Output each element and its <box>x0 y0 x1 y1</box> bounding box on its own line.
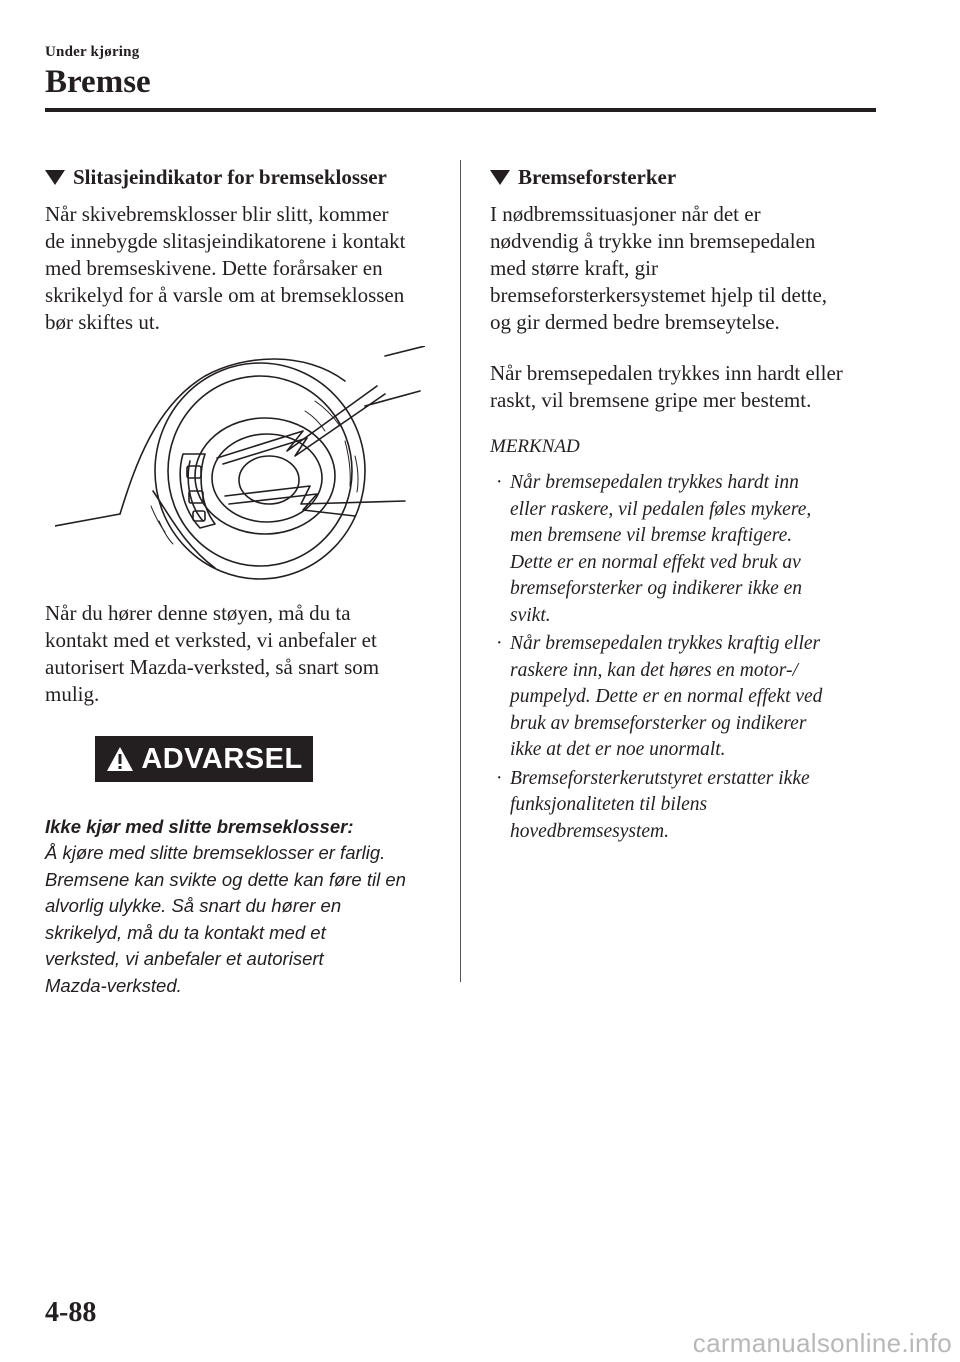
line: men bremsene vil bremse kraftigere. <box>510 525 793 546</box>
line: Når bremsepedalen trykkes inn hardt eller <box>490 361 843 385</box>
section-label: Under kjøring <box>45 44 140 60</box>
line: skrikelyd, må du ta kontakt med et <box>45 921 326 943</box>
bullet-icon: · <box>496 633 503 654</box>
line: de innebygde slitasjeindikatorene i kontakt <box>45 229 406 253</box>
page-number: 4-88 <box>45 1297 97 1328</box>
column-divider <box>460 160 461 982</box>
line: nødvendig å trykke inn bremsepedalen <box>490 229 816 253</box>
line: funksjonaliteten til bilens <box>510 794 708 815</box>
bullet-icon: · <box>496 472 503 493</box>
line: skrikelyd for å varsle om at bremseklossen <box>45 283 405 307</box>
line: raskere inn, kan det høres en motor-/ <box>510 659 798 681</box>
line: I nødbremssituasjoner når det er <box>490 202 761 226</box>
line: med bremseskivene. Dette forårsaker en <box>45 256 383 280</box>
warning-title: Ikke kjør med slitte bremseklosser: <box>45 816 354 837</box>
note-item <box>490 470 890 629</box>
line: bremseforsterkersystemet hjelp til dette, <box>490 283 828 307</box>
triangle-marker-icon <box>490 170 510 185</box>
line: Bremseforsterkerutstyret erstatter ikke <box>510 767 810 789</box>
warning-triangle-icon <box>105 745 135 773</box>
line: pumpelyd. Dette er en normal effekt ved <box>510 686 823 707</box>
bullet-icon: · <box>496 767 503 789</box>
after-illustration-paragraph <box>45 600 440 708</box>
line: raskt, vil bremsene gripe mer bestemt. <box>490 388 812 412</box>
warning-badge <box>95 736 313 782</box>
line: Dette er en normal effekt ved bruk av <box>510 551 801 573</box>
line: bør skiftes ut. <box>45 310 160 334</box>
note-list <box>490 470 890 845</box>
chapter-title: Bremse <box>45 64 151 100</box>
note-title: MERKNAD <box>490 436 580 457</box>
warning-label: ADVARSEL <box>141 742 303 775</box>
line: autorisert Mazda-verksted, så snart som <box>45 655 380 679</box>
line: Når du hører denne støyen, må du ta <box>45 601 351 625</box>
heading-text: Slitasjeindikator for bremseklosser <box>73 165 387 189</box>
line: verksted, vi anbefaler et autorisert <box>45 948 324 969</box>
right-column <box>490 163 890 847</box>
line: hovedbremsesystem. <box>510 820 670 842</box>
line: Når bremsepedalen trykkes hardt inn <box>510 472 799 493</box>
line: Når bremsepedalen trykkes kraftig eller <box>510 633 821 654</box>
line: Å kjøre med slitte bremseklosser er farlig. <box>45 842 386 863</box>
line: bruk av bremseforsterker og indikerer <box>510 712 807 734</box>
line: eller raskere, vil pedalen føles mykere, <box>510 498 812 520</box>
section-heading-brake-booster <box>490 163 890 191</box>
section-heading-wear-indicator <box>45 163 440 191</box>
line: Mazda-verksted. <box>45 974 182 996</box>
note-item <box>490 766 890 846</box>
note-item <box>490 631 890 764</box>
booster-paragraph-2 <box>490 360 890 414</box>
triangle-marker-icon <box>45 170 65 185</box>
line: Når skivebremsklosser blir slitt, kommer <box>45 202 389 226</box>
intro-paragraph <box>45 201 440 336</box>
line: med større kraft, gir <box>490 256 658 280</box>
heading-text: Bremseforsterker <box>518 165 677 189</box>
warning-body <box>45 840 440 999</box>
line: og gir dermed bedre bremseytelse. <box>490 310 780 334</box>
watermark: carmanualsonline.info <box>692 1328 952 1358</box>
line: mulig. <box>45 682 100 706</box>
line: Bremsene kan svikte og dette kan føre til en <box>45 868 406 890</box>
line: kontakt med et verksted, vi anbefaler et <box>45 628 377 652</box>
line: bremseforsterker og indikerer ikke en <box>510 578 803 599</box>
booster-paragraph-1 <box>490 201 890 336</box>
brake-wear-indicator-illustration <box>55 346 425 586</box>
line: svikt. <box>510 604 551 626</box>
header-rule <box>45 108 876 112</box>
line: ikke at det er noe unormalt. <box>510 739 726 760</box>
line: alvorlig ulykke. Så snart du hører en <box>45 895 342 916</box>
left-column <box>45 163 440 999</box>
